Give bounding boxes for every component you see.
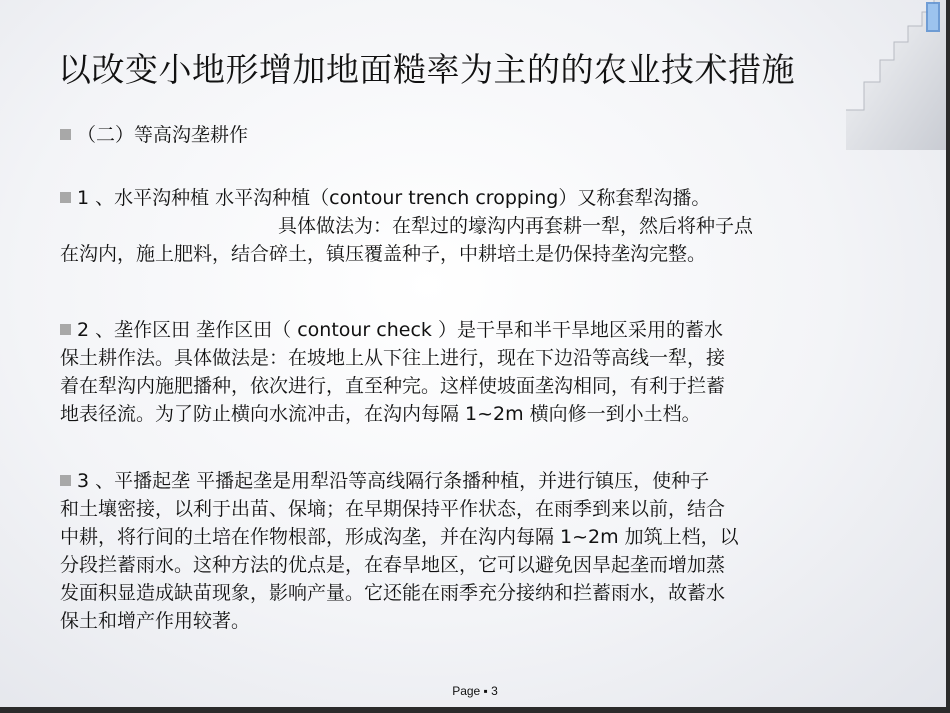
paragraph-line: 在沟内，施上肥料，结合碎土，镇压覆盖种子，中耕培土是仍保持垄沟完整。 <box>60 243 707 265</box>
paragraph-line: 保土和增产作用较著。 <box>60 610 251 632</box>
bullet-square-icon <box>60 324 71 335</box>
frame-right-border <box>946 0 950 713</box>
paragraph-line: 地表径流。为了防止横向水流冲击，在沟内每隔 1~2m 横向修一到小土档。 <box>60 403 701 425</box>
bullet-square-icon <box>60 129 71 140</box>
frame-bottom-border <box>0 707 950 713</box>
page-number: Page ▪ 3 <box>452 684 498 698</box>
paragraph-3 <box>60 467 892 635</box>
paragraph-line-text: 1 、水平沟种植 水平沟种植（contour trench cropping）又称套犁沟播。 <box>77 187 711 209</box>
paragraph-line: 和土壤密接，以利于出苗、保墒；在早期保持平作状态，在雨季到来以前，结合 <box>60 498 726 520</box>
bullet-square-icon <box>60 192 71 203</box>
subtitle-text: （二）等高沟垄耕作 <box>77 124 249 146</box>
bullet-square-icon <box>60 475 71 486</box>
paragraph-line <box>60 467 892 495</box>
paragraph-line <box>60 316 892 344</box>
paragraph-line: 分段拦蓄雨水。这种方法的优点是，在春旱地区，它可以避免因旱起垄而增加蒸 <box>60 554 726 576</box>
paragraph-line <box>60 184 892 212</box>
paragraph-line: 发面积显造成缺苗现象，影响产量。它还能在雨季充分接纳和拦蓄雨水，故蓄水 <box>60 582 726 604</box>
section-subtitle <box>60 120 248 147</box>
paragraph-line-text: 2 、垄作区田 垄作区田（ contour check ）是干旱和半干旱地区采用的蓄水 <box>77 319 723 341</box>
paragraph-line: 具体做法为：在犁过的壕沟内再套耕一犁，然后将种子点 <box>278 215 754 237</box>
paragraph-2 <box>60 316 892 428</box>
paragraph-line-text: 3 、平播起垄 平播起垄是用犁沿等高线隔行条播种植，并进行镇压，使种子 <box>77 470 710 492</box>
paragraph-line: 着在犁沟内施肥播种，依次进行，直至种完。这样使坡面垄沟相同，有利于拦蓄 <box>60 375 726 397</box>
paragraph-line: 保土耕作法。具体做法是：在坡地上从下往上进行，现在下边沿等高线一犁，接 <box>60 347 726 369</box>
paragraph-1 <box>60 184 892 268</box>
slide-title: 以改变小地形增加地面糙率为主的的农业技术措施 <box>58 50 795 89</box>
paragraph-line: 中耕，将行间的土培在作物根部，形成沟垄，并在沟内每隔 1~2m 加筑上档，以 <box>60 526 739 548</box>
